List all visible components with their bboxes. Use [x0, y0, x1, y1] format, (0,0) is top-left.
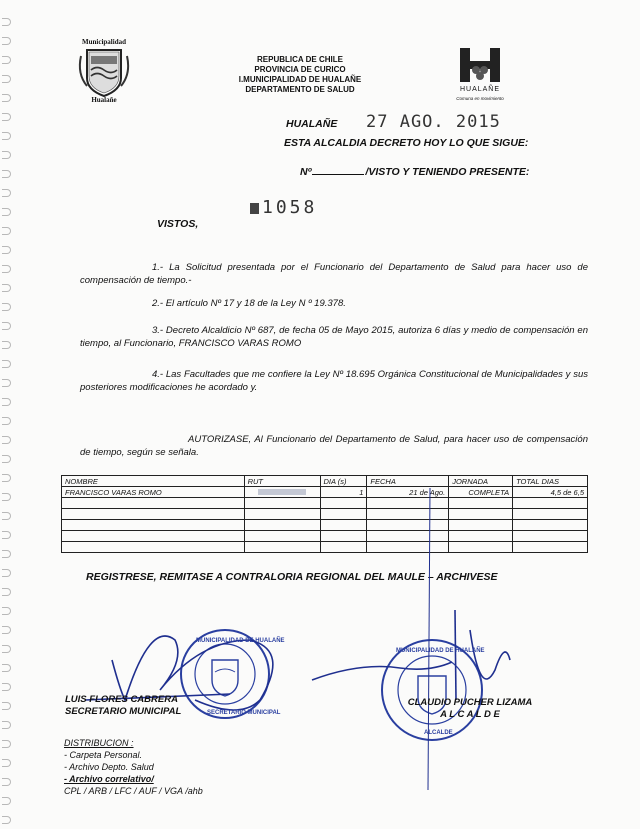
decree-number-stamp: 1058 — [262, 197, 318, 218]
crest-top-text: Municipalidad — [82, 38, 126, 46]
decree-heading: ESTA ALCALDIA DECRETO HOY LO QUE SIGUE: — [284, 137, 529, 149]
mayor-name: CLAUDIO PUCHER LIZAMA — [407, 697, 533, 708]
logo-name: HUALAÑE — [459, 86, 501, 93]
table-header-cell: JORNADA — [449, 476, 513, 487]
table-cell: COMPLETA — [449, 487, 513, 498]
mayor-signature — [312, 488, 510, 790]
secretary-name: LUIS FLORES CABRERA — [65, 694, 178, 705]
distribution-initials: CPL / ARB / LFC / AUF / VGA /ahb — [64, 786, 203, 796]
mayor-block — [380, 697, 560, 721]
distribution-block — [64, 737, 203, 797]
mayor-stamp-text: MUNICIPALIDAD DE HUALAÑE — [396, 648, 485, 654]
visto-text: 4.- Las Facultades que me confiere la Ley Nº 18.695 Orgánica Constitucional de Municipalidades y sus posteriores modificaciones he acordado y. — [80, 369, 588, 393]
mayor-title: A L C A L D E — [440, 709, 500, 720]
table-cell: 4,5 de 6,5 — [513, 487, 588, 498]
logo-slogan: Comuna en movimiento — [456, 96, 504, 101]
secretary-stamp-text: MUNICIPALIDAD DE HUALAÑE — [196, 638, 285, 644]
distribution-item: - Carpeta Personal. — [64, 750, 143, 760]
table-header-cell: DIA (s) — [320, 476, 367, 487]
crest-bottom-text: Hualañe — [91, 96, 117, 104]
table-cell: 1 — [320, 487, 367, 498]
distribution-item: - Archivo Depto. Salud — [64, 762, 154, 772]
date-stamp: 27 AGO. 2015 — [366, 112, 501, 132]
header-line: I.MUNICIPALIDAD DE HUALAÑE — [238, 75, 362, 84]
decree-number-suffix: /VISTO Y TENIENDO PRESENTE: — [365, 166, 530, 178]
visto-text: 2.- El artículo Nº 17 y 18 de la Ley N º 19.378. — [152, 298, 346, 309]
table-header-cell: FECHA — [367, 476, 449, 487]
table-header-cell: TOTAL DIAS — [513, 476, 588, 487]
vistos-title: VISTOS, — [157, 218, 199, 230]
header-line: PROVINCIA DE CURICO — [254, 65, 346, 74]
visto-text: 1.- La Solicitud presentada por el Funcionario del Departamento de Salud para hacer uso de compensación de tiempo.- — [80, 262, 588, 286]
mayor-stamp — [382, 640, 482, 740]
stamp-labels — [196, 637, 485, 736]
date-place: HUALAÑE — [286, 118, 338, 130]
table-header-cell: RUT — [244, 476, 320, 487]
secretary-block — [65, 694, 181, 718]
decree-number-prefix: Nº — [300, 166, 312, 178]
secretary-stamp-bottom: SECRETARIO MUNICIPAL — [207, 710, 281, 716]
secretary-title: SECRETARIO MUNICIPAL — [65, 706, 182, 717]
autorizase-text: AUTORIZASE, Al Funcionario del Departamento de Salud, para hacer uso de compensación de tiempo, según se señala. — [80, 434, 588, 458]
table-header-cell: NOMBRE — [62, 476, 245, 487]
table-cell: 21 de Ago. — [367, 487, 449, 498]
distribution-title: DISTRIBUCION : — [64, 738, 134, 748]
registrese-line: REGISTRESE, REMITASE A CONTRALORIA REGIONAL DEL MAULE – ARCHIVESE — [86, 571, 498, 583]
distribution-item: - Archivo correlativo/ — [64, 774, 154, 784]
mayor-stamp-bottom: ALCALDE — [424, 730, 453, 736]
header-line: DEPARTAMENTO DE SALUD — [245, 85, 355, 94]
header-line: REPUBLICA DE CHILE — [257, 55, 343, 64]
visto-text: 3.- Decreto Alcaldicio Nº 687, de fecha 05 de Mayo 2015, autoriza 6 días y medio de compensación en tiempo, al Funcionario, FRANCISCO VARAS ROMO — [80, 325, 588, 349]
table-cell: FRANCISCO VARAS ROMO — [62, 487, 245, 498]
